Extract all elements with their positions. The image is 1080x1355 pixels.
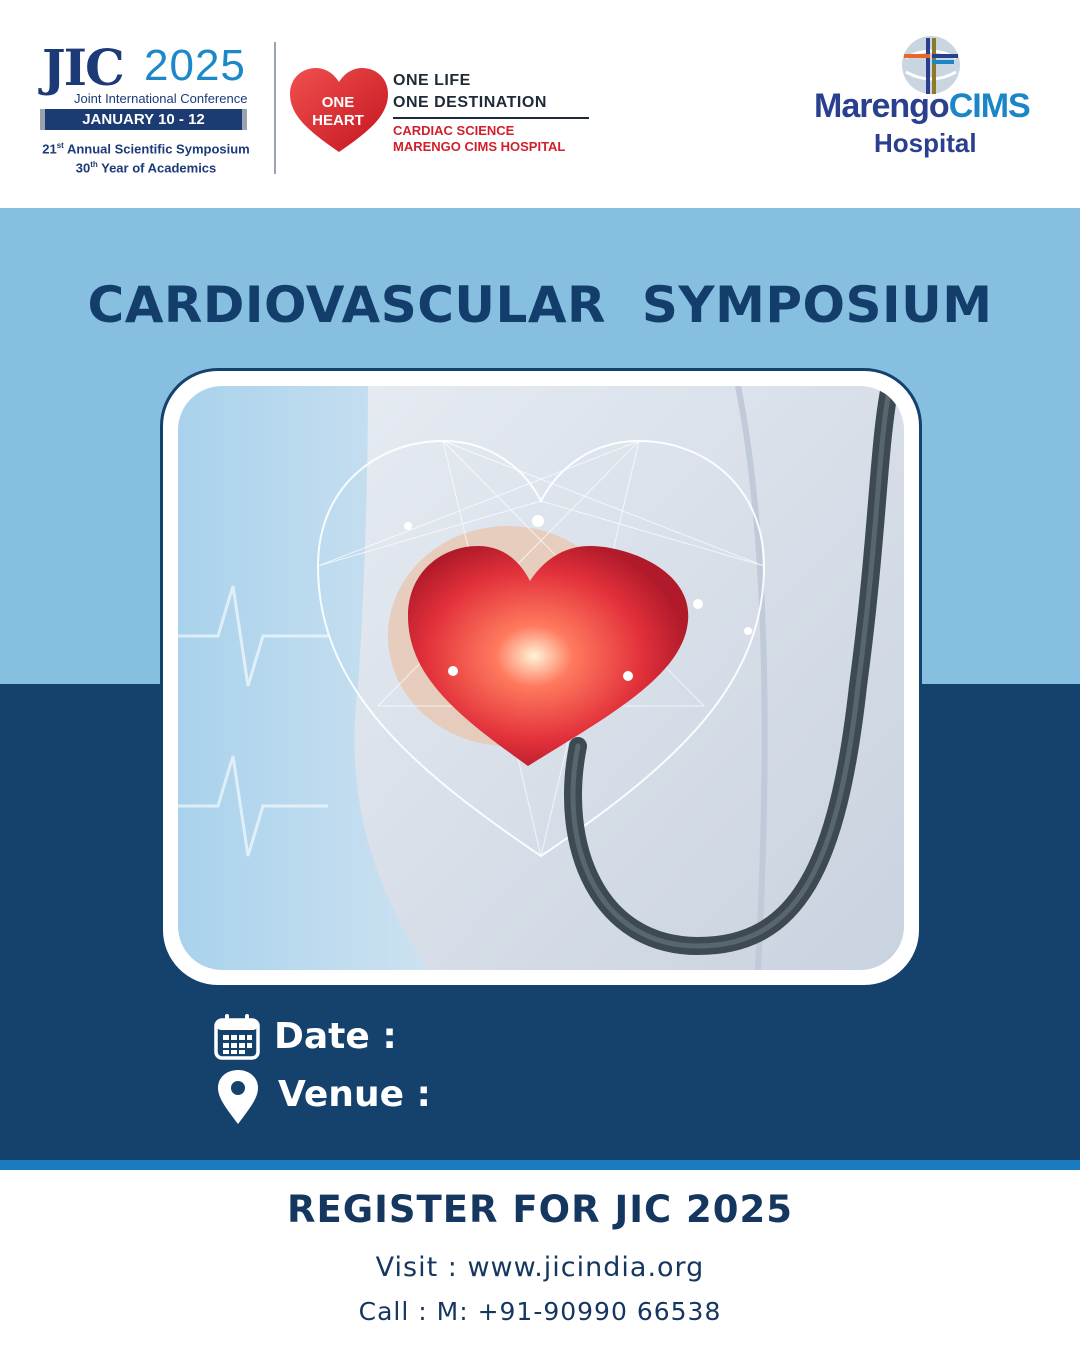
heart-badge-icon xyxy=(288,66,390,156)
jic-letters: JIC xyxy=(42,38,123,97)
hospital-name-marengo: Marengo xyxy=(814,87,949,125)
jic-dates-banner: JANUARY 10 - 12 xyxy=(40,109,247,130)
accent-stripe xyxy=(0,1160,1080,1170)
register-heading: REGISTER FOR JIC 2025 xyxy=(286,1188,794,1231)
ordinal-number: 30 xyxy=(75,160,91,176)
hospital-name-cims: CIMS xyxy=(948,87,1030,125)
tagline-one-destination: ONE DESTINATION xyxy=(393,94,547,111)
jic-symposium-line xyxy=(40,141,252,156)
jic-academics-line xyxy=(40,160,252,175)
dept-hospital-name: MARENGO CIMS HOSPITAL xyxy=(393,139,566,154)
tagline-rule xyxy=(393,117,589,119)
event-title: CARDIOVASCULAR SYMPOSIUM xyxy=(87,276,993,334)
phone-line[interactable]: Call : M: +91-90990 66538 xyxy=(358,1297,722,1326)
jic-subtitle: Joint International Conference xyxy=(74,91,248,106)
symposium-text: Annual Scientific Symposium xyxy=(63,141,250,157)
header-divider xyxy=(274,42,276,174)
jic-year: 2025 xyxy=(144,41,246,90)
ordinal-number: 21 xyxy=(42,141,57,157)
hospital-name xyxy=(814,86,1030,126)
academics-text: Year of Academics xyxy=(97,160,217,176)
header-bar xyxy=(0,0,1080,208)
ordinal-suffix: st xyxy=(56,141,64,150)
venue-label: Venue : xyxy=(278,1074,431,1115)
heart-stethoscope-image xyxy=(178,386,904,970)
hospital-word: Hospital xyxy=(874,128,977,158)
dept-cardiac-science: CARDIAC SCIENCE xyxy=(393,123,515,138)
heart-badge-text xyxy=(288,94,388,130)
location-pin-icon xyxy=(212,1068,264,1130)
tagline-one-life: ONE LIFE xyxy=(393,72,471,89)
date-label: Date : xyxy=(274,1016,397,1057)
calendar-icon xyxy=(212,1012,262,1066)
badge-line-one: ONE xyxy=(321,94,355,111)
badge-line-heart: HEART xyxy=(312,112,364,129)
website-line[interactable]: Visit : www.jicindia.org xyxy=(375,1252,705,1283)
ordinal-suffix: th xyxy=(90,160,98,169)
